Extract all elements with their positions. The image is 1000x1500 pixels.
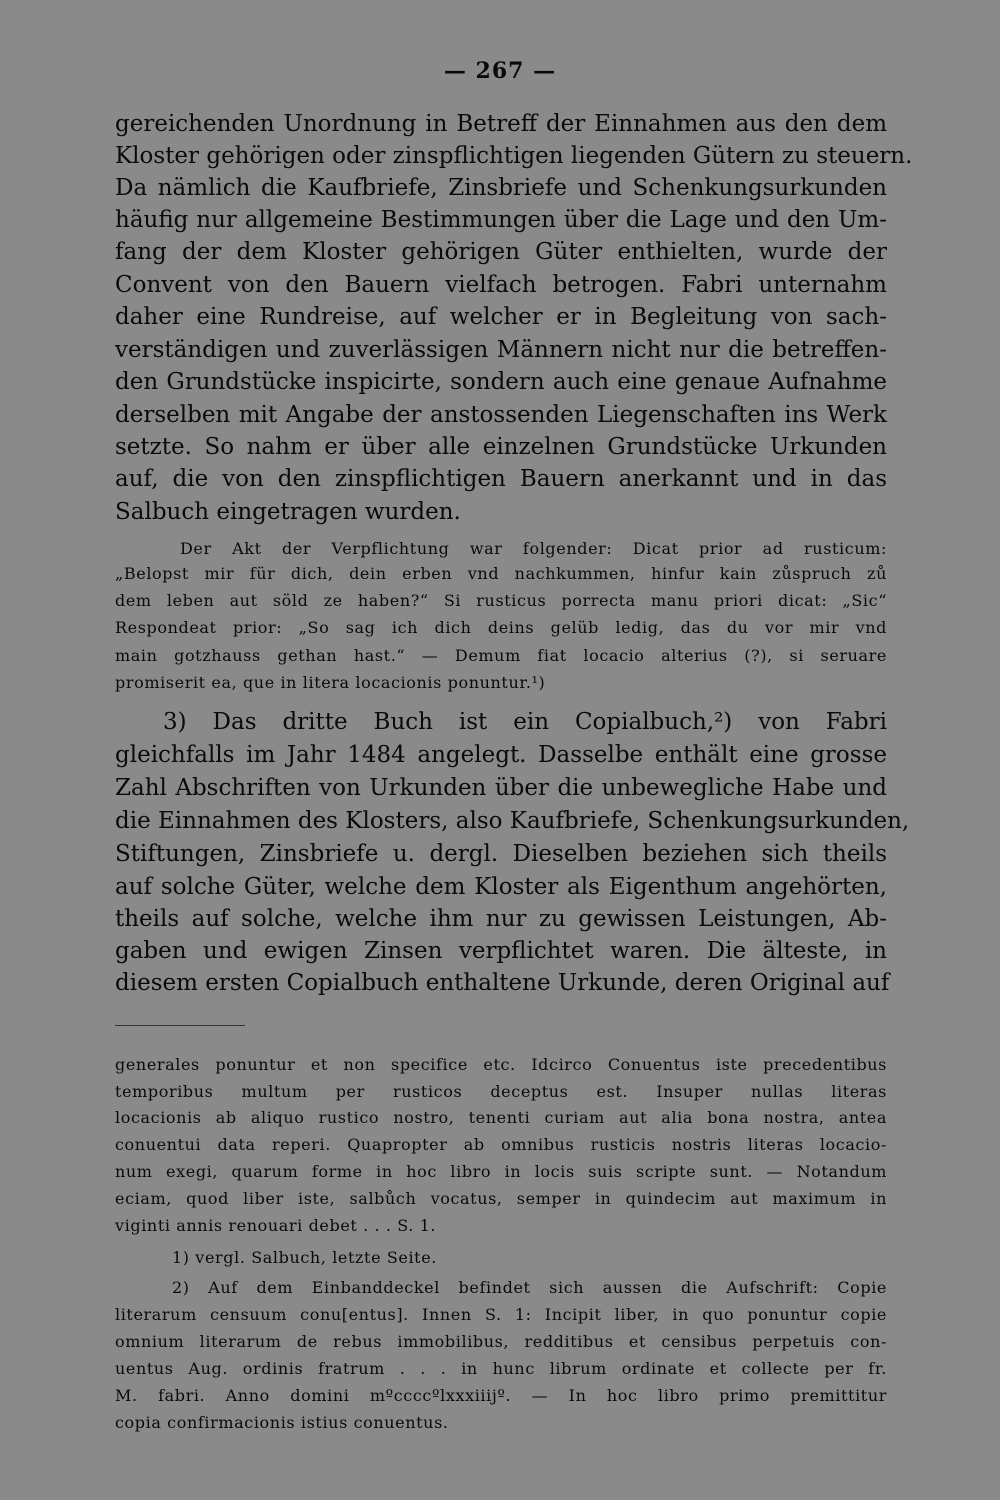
quote-line: Der Akt der Verpflichtung war folgender: Dicat prior ad rusticum: xyxy=(180,539,887,558)
footnote-line: temporibus multum per rusticos deceptus est. Insuper nullas literas xyxy=(115,1082,887,1101)
text-line: auf, die von den zinspflichtigen Bauern anerkannt und in das xyxy=(115,466,887,492)
text-line: Kloster gehörigen oder zinspflichtigen liegenden Gütern zu steuern. xyxy=(115,143,913,169)
quote-line: main gotzhauss gethan hast.“ — Demum fiat locacio alterius (?), si seruare xyxy=(115,646,887,665)
footnote-separator xyxy=(115,1025,245,1026)
text-line: 3) Das dritte Buch ist ein Copialbuch,²) von Fabri xyxy=(163,709,887,735)
footnote-line: copia confirmacionis istius conuentus. xyxy=(115,1413,449,1432)
footnote-line: eciam, quod liber iste, salbůch vocatus, semper in quindecim aut maximum in xyxy=(115,1189,887,1208)
footnote-line: 2) Auf dem Einbanddeckel befindet sich aussen die Aufschrift: Copie xyxy=(172,1278,887,1297)
footnote-line: viginti annis renouari debet . . . S. 1. xyxy=(115,1216,437,1235)
text-line: gereichenden Unordnung in Betreff der Einnahmen aus den dem xyxy=(115,111,887,137)
text-line: die Einnahmen des Klosters, also Kaufbriefe, Schenkungsurkunden, xyxy=(115,808,910,834)
text-line: gleichfalls im Jahr 1484 angelegt. Dasselbe enthält eine grosse xyxy=(115,742,887,768)
text-line: Salbuch eingetragen wurden. xyxy=(115,499,461,525)
footnote-line: num exegi, quarum forme in hoc libro in locis suis scripte sunt. — Notandum xyxy=(115,1162,887,1181)
quote-line: Respondeat prior: „So sag ich dich deins gelüb ledig, das du vor mir vnd xyxy=(115,618,887,637)
text-line: Zahl Abschriften von Urkunden über die unbewegliche Habe und xyxy=(115,775,887,801)
page-number: — 267 — xyxy=(443,58,557,84)
footnote-line: locacionis ab aliquo rustico nostro, tenenti curiam aut alia bona nostra, antea xyxy=(115,1108,887,1127)
text-line: gaben und ewigen Zinsen verpflichtet waren. Die älteste, in xyxy=(115,938,887,964)
footnote-1: 1) vergl. Salbuch, letzte Seite. xyxy=(172,1248,437,1267)
text-line: den Grundstücke inspicirte, sondern auch eine genaue Aufnahme xyxy=(115,369,887,395)
footnote-line: generales ponuntur et non specifice etc. Idcirco Conuentus iste precedentibus xyxy=(115,1055,887,1074)
text-line: Da nämlich die Kaufbriefe, Zinsbriefe und Schenkungsurkunden xyxy=(115,175,887,201)
footnote-line: conuentui data reperi. Quapropter ab omnibus rusticis nostris literas locacio- xyxy=(115,1135,887,1154)
footnote-line: omnium literarum de rebus immobilibus, redditibus et censibus perpetuis con- xyxy=(115,1332,887,1351)
text-line: setzte. So nahm er über alle einzelnen Grundstücke Urkunden xyxy=(115,434,887,460)
footnote-line: literarum censuum conu[entus]. Innen S. 1: Incipit liber, in quo ponuntur copie xyxy=(115,1305,887,1324)
text-line: Stiftungen, Zinsbriefe u. dergl. Dieselben beziehen sich theils xyxy=(115,841,887,867)
text-line: derselben mit Angabe der anstossenden Liegenschaften ins Werk xyxy=(115,402,887,428)
footnote-line: M. fabri. Anno domini mºccccºlxxxiiijº. — In hoc libro primo premittitur xyxy=(115,1386,887,1405)
quote-line: promiserit ea, que in litera locacionis ponuntur.¹) xyxy=(115,673,546,692)
text-line: theils auf solche, welche ihm nur zu gewissen Leistungen, Ab- xyxy=(115,906,887,932)
text-line: diesem ersten Copialbuch enthaltene Urkunde, deren Original auf xyxy=(115,970,890,996)
text-line: verständigen und zuverlässigen Männern nicht nur die betreffen- xyxy=(115,337,887,363)
text-line: fang der dem Kloster gehörigen Güter enthielten, wurde der xyxy=(115,239,887,265)
text-line: häufig nur allgemeine Bestimmungen über die Lage und den Um- xyxy=(115,207,887,233)
footnote-line: uentus Aug. ordinis fratrum . . . in hunc librum ordinate et collecte per fr. xyxy=(115,1359,887,1378)
text-line: Convent von den Bauern vielfach betrogen. Fabri unternahm xyxy=(115,272,887,298)
quote-line: dem leben aut söld ze haben?“ Si rusticus porrecta manu priori dicat: „Sic“ xyxy=(115,591,887,610)
quote-line: „Belopst mir für dich, dein erben vnd nachkummen, hinfur kain zůspruch zů xyxy=(115,564,887,583)
text-line: daher eine Rundreise, auf welcher er in Begleitung von sach- xyxy=(115,304,887,330)
text-line: auf solche Güter, welche dem Kloster als Eigenthum angehörten, xyxy=(115,874,887,900)
